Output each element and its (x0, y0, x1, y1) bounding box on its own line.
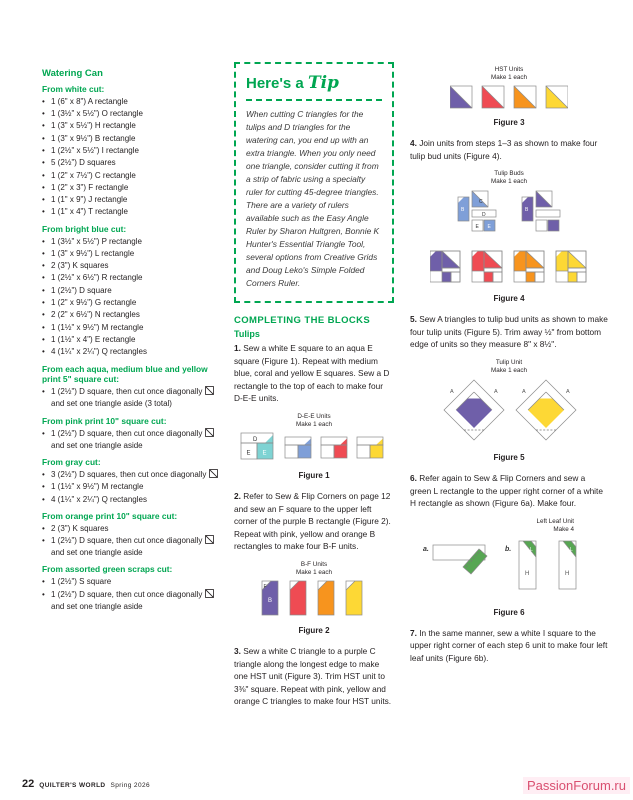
cutting-item: • 2 (2" x 6½") N rectangles (42, 309, 218, 321)
figure-4-diagram (430, 189, 588, 285)
svg-text:B: B (268, 597, 273, 604)
figure-6-label: Figure 6 (493, 607, 525, 617)
cutting-item: • 1 (1" x 4") T rectangle (42, 206, 218, 218)
svg-text:A: A (450, 388, 454, 395)
bullet-icon: • (42, 334, 45, 344)
step-6 (410, 472, 608, 510)
cutting-list-title: Watering Can (42, 68, 103, 79)
figure-4-label: Figure 4 (493, 294, 525, 304)
diagonal-cut-icon (205, 428, 214, 440)
cutting-item: • 1 (2" x 3") F rectangle (42, 182, 218, 194)
cutting-item: • 2 (3") K squares (42, 260, 218, 272)
bullet-icon: • (42, 589, 45, 599)
cutting-section-heading: From white cut: (42, 84, 105, 94)
svg-text:L: L (530, 546, 533, 553)
step-6-text: Refer again to Sew & Flip Corners and sew a green L rectangle to the upper right corner of a white H rectangle as shown (Figure 6a). Make four. (410, 472, 603, 509)
figure-3-diagram (450, 85, 568, 109)
cutting-item: • 1 (2½") D square, then cut once diagonally and set one triangle aside (42, 589, 218, 614)
cutting-section-heading: From bright blue cut: (42, 223, 127, 234)
step-7 (410, 627, 608, 665)
diagonal-cut-icon (205, 386, 214, 398)
cutting-item: • 1 (1½" x 4") E rectangle (42, 334, 218, 346)
diagonal-cut-icon (205, 589, 214, 601)
cutting-item: • 1 (1½" x 9½") M rectangle (42, 481, 218, 493)
figure-3-label: Figure 3 (493, 118, 525, 127)
cutting-item: • 1 (2" x 9½") G rectangle (42, 297, 218, 309)
cutting-section-heading: From pink print 10" square cut: (42, 415, 167, 426)
step-5-text: Sew A triangles to tulip bud units as shown to make four tulip units (Figure 5). Trim away ½" from bottom edge of units so they measure 8" x 8½". (410, 314, 608, 350)
step-2 (234, 490, 394, 553)
bullet-icon: • (42, 577, 45, 587)
cutting-item: • 1 (2½") D square, then cut once diagonally and set one triangle aside (42, 428, 218, 453)
figure-2-diagram (261, 580, 367, 617)
svg-text:E: E (487, 224, 491, 231)
cutting-section-heading: From gray cut: (42, 457, 101, 468)
bullet-icon: • (42, 494, 45, 504)
bullet-icon: • (42, 236, 45, 246)
cutting-item: • 1 (3½" x 5½") O rectangle (42, 108, 218, 120)
svg-text:E: E (262, 450, 267, 457)
step-5-number: 5. (410, 314, 417, 325)
tulips-subheading: Tulips (234, 329, 260, 339)
center-column (234, 62, 394, 716)
bullet-icon: • (42, 523, 45, 533)
svg-text:H: H (525, 570, 530, 577)
bullet-icon: • (42, 428, 45, 438)
bullet-icon: • (42, 109, 45, 119)
cutting-item: • 4 (1¼" x 2¼") Q rectangles (42, 494, 218, 506)
figure-5-caption: Tulip Unit Make 1 each (490, 358, 528, 374)
cutting-item: • 4 (1¼" x 2¼") Q rectangles (42, 346, 218, 358)
step-2-text: Refer to Sew & Flip Corners on page 12 and sew an F square to the upper left corner of the purple B rectangle (Figure 2). Repeat with pink, yellow and orange B rectangles to make four B-F units. (234, 490, 391, 552)
cutting-item: • 1 (3" x 9½") B rectangle (42, 133, 218, 145)
figure-1-caption: D-E-E Units Make 1 each (295, 412, 333, 428)
step-3 (234, 645, 394, 708)
tip-box (234, 62, 394, 303)
svg-text:B: B (461, 207, 465, 214)
bullet-icon: • (42, 261, 45, 271)
svg-text:E: E (246, 450, 251, 457)
bullet-icon: • (42, 170, 45, 180)
bullet-icon: • (42, 248, 45, 258)
bullet-icon: • (42, 273, 45, 283)
page-body (42, 62, 608, 716)
bullet-icon: • (42, 469, 45, 479)
cutting-item: • 1 (2½") S square (42, 576, 218, 588)
bullet-icon: • (42, 158, 45, 168)
cutting-section-heading: From assorted green scraps cut: (42, 564, 173, 575)
svg-text:A: A (494, 388, 498, 395)
figure-2-label: Figure 2 (298, 625, 330, 635)
page-footer (22, 778, 150, 790)
step-4 (410, 137, 608, 162)
bullet-icon: • (42, 133, 45, 143)
cutting-item: • 5 (2½") D squares (42, 157, 218, 169)
cutting-sections (42, 84, 218, 613)
figure-4-caption: Tulip Buds Make 1 each (490, 170, 528, 186)
bullet-icon: • (42, 145, 45, 155)
cutting-item: • 1 (2½") D square (42, 285, 218, 297)
step-7-text: In the same manner, sew a white I square to the upper right corner of each step 6 unit to make four left leaf units (Figure 6b). (410, 627, 608, 663)
cutting-section-heading: From each aqua, medium blue and yellow print 5" square cut: (42, 363, 208, 385)
step-5 (410, 313, 608, 351)
step-3-number: 3. (234, 645, 241, 656)
page-number: 22 (22, 778, 35, 790)
cutting-item: • 1 (1" x 9") J rectangle (42, 194, 218, 206)
figure-2 (234, 561, 394, 635)
svg-text:B: B (525, 207, 529, 214)
figure-1 (234, 413, 394, 480)
cutting-item: • 1 (2½" x 5½") I rectangle (42, 145, 218, 157)
bullet-icon: • (42, 207, 45, 217)
bullet-icon: • (42, 285, 45, 295)
svg-text:F: F (263, 583, 267, 590)
figure-1-label: Figure 1 (298, 470, 330, 480)
cutting-item: • 1 (3" x 5½") H rectangle (42, 120, 218, 132)
step-6-number: 6. (410, 472, 417, 483)
step-1-text: Sew a white E square to an aqua E square (Figure 1). Repeat with medium blue, coral and yellow E squares. Sew a D rectangle to the top of each to make four D-E-E units. (234, 343, 390, 404)
figure-2-caption: B-F Units Make 1 each (295, 560, 333, 576)
svg-text:L: L (570, 546, 573, 553)
svg-text:E: E (475, 224, 479, 231)
bullet-icon: • (42, 96, 45, 106)
svg-text:H: H (565, 570, 570, 577)
step-1-number: 1. (234, 343, 241, 353)
step-4-text: Join units from steps 1–3 as shown to make four tulip bud units (Figure 4). (410, 138, 598, 161)
cutting-item: • 1 (3" x 9½") L rectangle (42, 248, 218, 260)
figure-5 (410, 359, 608, 462)
figure-6-diagram (421, 537, 597, 599)
step-1 (234, 342, 394, 405)
cutting-item: • 3 (2½") D squares, then cut once diagonally (42, 469, 218, 481)
svg-text:A: A (566, 388, 570, 395)
figure-4 (410, 170, 608, 303)
right-column (410, 62, 608, 716)
svg-text:C: C (479, 199, 483, 206)
step-4-number: 4. (410, 138, 417, 148)
bullet-icon: • (42, 322, 45, 332)
bullet-icon: • (42, 347, 45, 357)
svg-text:A: A (522, 388, 526, 395)
cutting-item: • 1 (6" x 8") A rectangle (42, 96, 218, 108)
cutting-item: • 2 (3") K squares (42, 523, 218, 535)
bullet-icon: • (42, 121, 45, 131)
cutting-section-heading: From orange print 10" square cut: (42, 510, 178, 521)
step-2-number: 2. (234, 490, 241, 501)
step-3-text: Sew a white C triangle to a purple C triangle along the longest edge to make one HST unit (Figure 3). Trim HST unit to 3⅜" square. Repeat with pink, yellow and orange C triangles to make four HST units. (234, 645, 392, 707)
svg-text:D: D (482, 212, 486, 219)
cutting-list-column (42, 62, 218, 716)
cutting-item: • 1 (2½") D square, then cut once diagonally and set one triangle aside (42, 535, 218, 560)
diagonal-cut-icon (205, 535, 214, 547)
figure-1-diagram (239, 432, 389, 462)
figure-5-diagram (432, 378, 586, 444)
step-7-number: 7. (410, 627, 417, 638)
watermark: PassionForum.ru (523, 777, 630, 794)
magazine-name: QUILTER'S WORLD (39, 782, 106, 789)
bullet-icon: • (42, 387, 45, 397)
figure-3 (410, 66, 608, 127)
bullet-icon: • (42, 182, 45, 192)
cutting-item: • 1 (1½" x 9½") M rectangle (42, 322, 218, 334)
figure-6-caption: Left Leaf Unit Make 4 (536, 517, 574, 533)
tip-heading-script: Tip (307, 73, 339, 93)
diagonal-cut-icon (209, 469, 218, 481)
tip-heading (246, 73, 382, 101)
completing-blocks-heading: COMPLETING THE BLOCKS (234, 315, 371, 326)
cutting-item: • 1 (3½" x 5½") P rectangle (42, 236, 218, 248)
issue-name: Spring 2026 (110, 782, 150, 789)
figure-6b-label: b. (505, 545, 512, 553)
cutting-item: • 1 (2" x 7½") C rectangle (42, 170, 218, 182)
cutting-item: • 1 (2½") D square, then cut once diagonally and set one triangle aside (3 total) (42, 386, 218, 411)
svg-text:D: D (253, 436, 258, 443)
figure-3-caption: HST Units Make 1 each (490, 66, 528, 81)
figure-5-label: Figure 5 (493, 452, 525, 462)
bullet-icon: • (42, 535, 45, 545)
bullet-icon: • (42, 310, 45, 320)
bullet-icon: • (42, 482, 45, 492)
tip-heading-prefix: Here's a (246, 75, 304, 92)
tip-body-text: When cutting C triangles for the tulips and D triangles for the watering can, you end up with an extra triangle. When you only need one triangle, consider cutting it from a strip of fabric using a specialty ruler for cutting 45-degree triangles. There are a variety of rulers available such as the Easy Angle Ruler by Sharon Hultgren, Bonnie K Hunter's Essential Triangle Tool, several options from Creative Grids and Doug Leko's Simple Folded Corners Ruler. (246, 109, 380, 288)
figure-6a-label: a. (423, 545, 429, 553)
bullet-icon: • (42, 298, 45, 308)
cutting-item: • 1 (2½" x 6½") R rectangle (42, 272, 218, 284)
bullet-icon: • (42, 195, 45, 205)
figure-6 (410, 518, 608, 617)
